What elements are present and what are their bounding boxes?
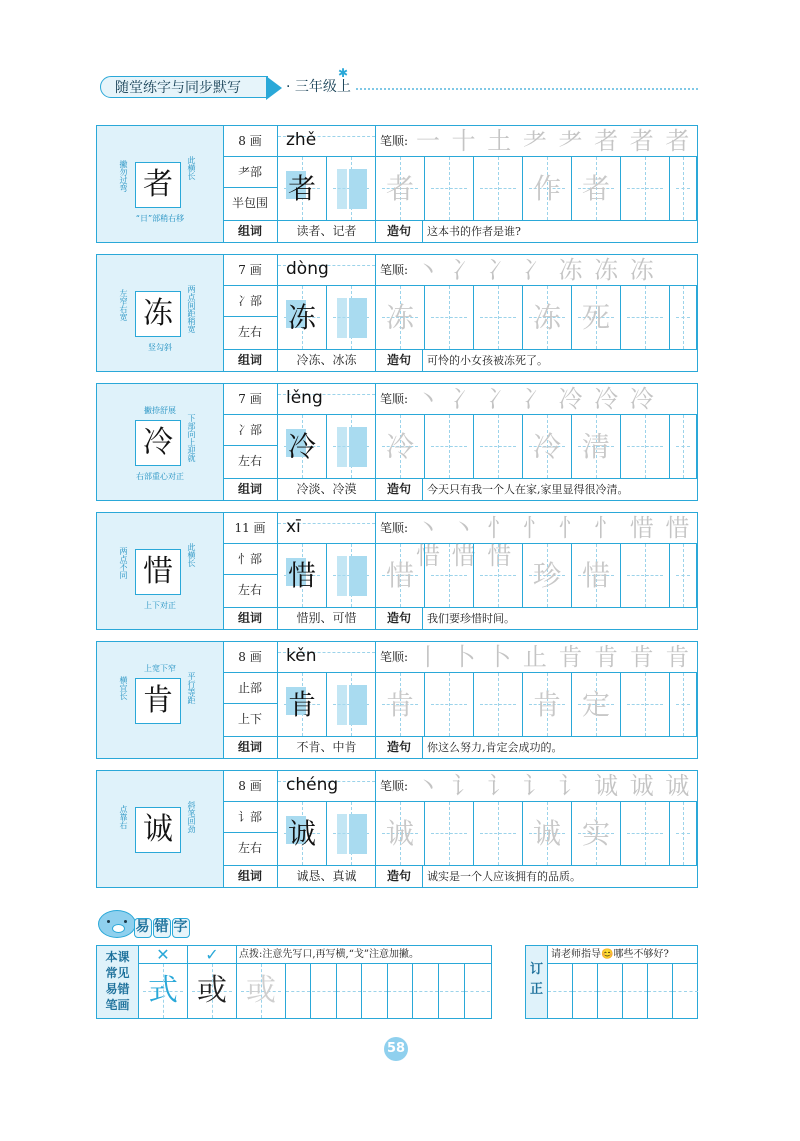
title-char: 字 xyxy=(172,918,190,938)
usage-row xyxy=(223,221,697,242)
model-char: 惜 xyxy=(287,559,316,592)
note-left: 两点不同 xyxy=(119,547,128,579)
big-char-frame xyxy=(135,420,181,466)
trace-char: 诚 xyxy=(385,817,414,850)
practice-grid xyxy=(278,286,697,350)
writing-cell[interactable] xyxy=(465,964,490,1018)
structure-diagram xyxy=(337,814,367,854)
note-left: 横宜长 xyxy=(119,676,128,700)
note-top: 撇捺舒展 xyxy=(144,406,176,415)
sentence-label: 造句 xyxy=(376,350,423,371)
trace-char: 定 xyxy=(581,688,610,721)
stroke-order xyxy=(376,771,697,802)
practice-cell[interactable] xyxy=(474,544,523,607)
trace-char: 冷 xyxy=(532,430,561,463)
stroke-count: 8 画 xyxy=(223,771,278,802)
structure: 半包围 xyxy=(223,188,278,221)
words: 诚恳、真诚 xyxy=(278,866,376,887)
character-block xyxy=(96,770,698,888)
writing-cell[interactable] xyxy=(440,964,465,1018)
practice-cell[interactable] xyxy=(376,157,425,220)
note-top: 上宽下窄 xyxy=(144,664,176,673)
practice-cell xyxy=(327,544,376,607)
practice-cell[interactable] xyxy=(670,157,697,220)
error-section-title xyxy=(134,918,191,938)
trace-char: 惜 xyxy=(385,559,414,592)
big-char: 冻 xyxy=(143,296,173,331)
practice-cell[interactable] xyxy=(572,286,621,349)
practice-cell[interactable] xyxy=(621,286,670,349)
stroke-sequence: 丶 讠 讠 讠 讠 诚 诚 诚 xyxy=(416,772,692,800)
correction-label: 订正 xyxy=(526,946,548,1018)
practice-cell[interactable] xyxy=(572,157,621,220)
sentence: 你这么努力,肯定会成功的。 xyxy=(427,741,563,754)
writing-cell[interactable] xyxy=(414,964,439,1018)
note-bottom: 右部重心对正 xyxy=(136,472,184,481)
practice-grid xyxy=(278,802,697,866)
pinyin-box xyxy=(278,126,376,157)
trace-char: 者 xyxy=(581,172,610,205)
correction-cell[interactable] xyxy=(648,964,673,1018)
trace-char: 诚 xyxy=(532,817,561,850)
big-char-frame xyxy=(135,678,181,724)
big-char: 诚 xyxy=(143,812,173,847)
correction-cell[interactable] xyxy=(598,964,623,1018)
practice-cell[interactable] xyxy=(474,415,523,478)
big-char-frame xyxy=(135,291,181,337)
big-char-frame xyxy=(135,807,181,853)
sentence-label: 造句 xyxy=(376,221,423,242)
big-char: 惜 xyxy=(143,554,173,589)
practice-cell[interactable] xyxy=(376,415,425,478)
words-label: 组词 xyxy=(223,737,278,758)
pinyin-box xyxy=(278,255,376,286)
character-block xyxy=(96,512,698,630)
stroke-sequence: 丶 冫 冫 冫 冷 冷 冷 xyxy=(416,385,656,413)
structure-diagram xyxy=(337,556,367,596)
stroke-order xyxy=(376,255,697,286)
big-char: 冷 xyxy=(143,425,173,460)
practice-cell[interactable] xyxy=(523,544,572,607)
page-number: 58 xyxy=(384,1037,408,1061)
radical: 讠部 xyxy=(223,802,278,833)
practice-cell xyxy=(327,673,376,736)
big-char-panel xyxy=(97,384,224,500)
error-side-label xyxy=(97,946,139,1018)
stroke-sequence: 丨 卜 卜 止 肯 肯 肯 肯 xyxy=(416,643,692,671)
note-left: 点靠右 xyxy=(119,805,128,829)
practice-cell[interactable] xyxy=(425,802,474,865)
radical: 耂部 xyxy=(223,157,278,188)
sentence-label: 造句 xyxy=(376,479,423,500)
trace-char: 珍 xyxy=(532,559,561,592)
error-practice-box xyxy=(96,945,492,1019)
words: 惜别、可惜 xyxy=(278,608,376,629)
practice-cell[interactable] xyxy=(621,415,670,478)
stroke-order xyxy=(376,513,697,570)
correction-cell[interactable] xyxy=(673,964,698,1018)
error-tip: 点拨:注意先写口,再写横,“戈”注意加撇。 xyxy=(237,946,491,964)
practice-cell xyxy=(327,415,376,478)
trace-char: 作 xyxy=(532,172,561,205)
character-block xyxy=(96,125,698,243)
practice-cell xyxy=(278,544,327,607)
practice-cell[interactable] xyxy=(474,286,523,349)
character-block xyxy=(96,641,698,759)
sentence: 今天只有我一个人在家,家里显得很冷清。 xyxy=(427,483,629,496)
structure: 左右 xyxy=(223,317,278,350)
book-title: 随堂练字与同步默写 xyxy=(100,76,268,98)
practice-cell xyxy=(327,157,376,220)
trace-char: 冻 xyxy=(385,301,414,334)
big-char-frame xyxy=(135,162,181,208)
character-block xyxy=(96,254,698,372)
practice-cell[interactable] xyxy=(572,415,621,478)
trace-char: 实 xyxy=(581,817,610,850)
practice-cell[interactable] xyxy=(376,544,425,607)
stroke-count: 8 画 xyxy=(223,642,278,673)
model-char: 冷 xyxy=(287,430,316,463)
pinyin: xī xyxy=(286,517,301,537)
structure-diagram xyxy=(337,427,367,467)
practice-cell[interactable] xyxy=(670,415,697,478)
pinyin: dòng xyxy=(286,259,329,279)
structure: 左右 xyxy=(223,446,278,479)
big-char-panel xyxy=(97,642,224,758)
big-char: 者 xyxy=(143,167,173,202)
sentence-label: 造句 xyxy=(376,608,423,629)
stroke-sequence: 一 十 土 耂 耂 者 者 者 xyxy=(416,127,692,155)
note-bottom: 上下对正 xyxy=(144,601,176,610)
stroke-label: 笔顺: xyxy=(380,650,409,664)
writing-cell[interactable] xyxy=(286,964,311,1018)
note-right: 下部向上迎就 xyxy=(187,414,196,462)
note-right: 斜笔回劲 xyxy=(187,801,196,833)
stroke-count: 8 画 xyxy=(223,126,278,157)
note-right: 此横长 xyxy=(187,156,196,180)
writing-cell[interactable] xyxy=(388,964,413,1018)
trace-char: 清 xyxy=(581,430,610,463)
wrong-char-cell xyxy=(139,964,188,1018)
stroke-label: 笔顺: xyxy=(380,521,409,535)
structure: 左右 xyxy=(223,833,278,866)
practice-grid xyxy=(278,544,697,608)
practice-cell[interactable] xyxy=(572,673,621,736)
words: 不肯、中肯 xyxy=(278,737,376,758)
header-arrow-icon xyxy=(266,76,282,100)
model-char: 者 xyxy=(287,172,316,205)
practice-cell[interactable] xyxy=(425,673,474,736)
star-icon: ✱ xyxy=(338,66,349,80)
pig-mascot-icon xyxy=(98,910,136,938)
radical: 冫部 xyxy=(223,415,278,446)
correction-box xyxy=(525,945,698,1019)
structure-diagram xyxy=(337,169,367,209)
side-line: 笔画 xyxy=(105,998,130,1012)
practice-cell[interactable] xyxy=(670,673,697,736)
usage-row xyxy=(223,608,697,629)
practice-cell[interactable] xyxy=(621,544,670,607)
practice-cell xyxy=(278,157,327,220)
words-label: 组词 xyxy=(223,221,278,242)
note-bottom: 竖勾斜 xyxy=(148,343,172,352)
note-right: 此横长 xyxy=(187,543,196,567)
note-left: 撇勿过弯 xyxy=(119,160,128,192)
sentence: 我们要珍惜时间。 xyxy=(427,612,515,625)
right-mark-icon: ✓ xyxy=(188,946,237,964)
practice-cell xyxy=(278,415,327,478)
radical: 忄部 xyxy=(223,544,278,575)
correction-cell[interactable] xyxy=(573,964,598,1018)
practice-cell[interactable] xyxy=(523,802,572,865)
practice-cell[interactable] xyxy=(523,673,572,736)
practice-cell[interactable] xyxy=(474,673,523,736)
trace-char: 惜 xyxy=(581,559,610,592)
writing-cell[interactable] xyxy=(363,964,388,1018)
words: 冷淡、冷漠 xyxy=(278,479,376,500)
practice-cell[interactable] xyxy=(621,802,670,865)
practice-cell[interactable] xyxy=(425,415,474,478)
words-label: 组词 xyxy=(223,350,278,371)
practice-cell xyxy=(278,673,327,736)
note-left: 左窄右宽 xyxy=(119,289,128,321)
sentence: 可怜的小女孩被冻死了。 xyxy=(427,354,548,367)
trace-char-cell[interactable] xyxy=(237,964,286,1018)
note-right: 平行等距 xyxy=(187,672,196,704)
structure-diagram xyxy=(337,685,367,725)
usage-row xyxy=(223,479,697,500)
practice-cell xyxy=(278,802,327,865)
practice-grid xyxy=(278,157,697,221)
practice-cell[interactable] xyxy=(474,157,523,220)
usage-row xyxy=(223,866,697,887)
pinyin-box xyxy=(278,642,376,673)
trace-char: 肯 xyxy=(385,688,414,721)
words-label: 组词 xyxy=(223,479,278,500)
wrong-char: 式 xyxy=(148,973,178,1008)
stroke-label: 笔顺: xyxy=(380,134,409,148)
sentence-label: 造句 xyxy=(376,866,423,887)
usage-row xyxy=(223,350,697,371)
practice-cell[interactable] xyxy=(425,157,474,220)
stroke-order xyxy=(376,126,697,157)
writing-cell[interactable] xyxy=(312,964,337,1018)
trace-char: 冻 xyxy=(532,301,561,334)
sentence: 这本书的作者是谁? xyxy=(427,225,521,238)
practice-cell[interactable] xyxy=(523,157,572,220)
practice-cell[interactable] xyxy=(670,802,697,865)
big-char-panel xyxy=(97,126,224,242)
practice-cell[interactable] xyxy=(425,286,474,349)
practice-cell[interactable] xyxy=(621,157,670,220)
sentence: 诚实是一个人应该拥有的品质。 xyxy=(427,870,581,883)
model-char: 诚 xyxy=(287,817,316,850)
correction-cell[interactable] xyxy=(623,964,648,1018)
pinyin-box xyxy=(278,384,376,415)
stroke-count: 7 画 xyxy=(223,384,278,415)
stroke-count: 11 画 xyxy=(223,513,278,544)
note-bottom: “日”部稍右移 xyxy=(135,214,185,223)
structure: 左右 xyxy=(223,575,278,608)
words-label: 组词 xyxy=(223,866,278,887)
practice-cell[interactable] xyxy=(621,673,670,736)
practice-cell xyxy=(278,286,327,349)
big-char: 肯 xyxy=(143,683,173,718)
structure: 上下 xyxy=(223,704,278,737)
stroke-sequence: 丶 丶 忄 忄 忄 忄 惜 惜 惜 惜 惜 xyxy=(416,514,692,570)
practice-cell[interactable] xyxy=(425,544,474,607)
big-char-panel xyxy=(97,771,224,887)
grade-label: · 三年级上 xyxy=(286,79,351,95)
trace-char: 死 xyxy=(581,301,610,334)
pinyin: kěn xyxy=(286,646,317,666)
wrong-mark-icon: ✕ xyxy=(139,946,188,964)
practice-cell[interactable] xyxy=(572,802,621,865)
words: 冷冻、冰冻 xyxy=(278,350,376,371)
header-divider xyxy=(356,88,698,90)
pinyin-box xyxy=(278,513,376,544)
pinyin: zhě xyxy=(286,130,317,150)
trace-char: 肯 xyxy=(532,688,561,721)
side-line: 易错 xyxy=(105,982,130,996)
big-char-frame xyxy=(135,549,181,595)
practice-cell[interactable] xyxy=(670,544,697,607)
stroke-order xyxy=(376,642,697,673)
title-char: 错 xyxy=(153,918,171,938)
radical: 冫部 xyxy=(223,286,278,317)
stroke-label: 笔顺: xyxy=(380,779,409,793)
practice-cell[interactable] xyxy=(474,802,523,865)
character-block xyxy=(96,383,698,501)
right-char-cell xyxy=(188,964,237,1018)
model-char: 肯 xyxy=(287,688,316,721)
correction-tip: 请老师指导😊哪些不够好? xyxy=(548,946,697,964)
practice-cell[interactable] xyxy=(572,544,621,607)
stroke-sequence: 丶 冫 冫 冫 冻 冻 冻 xyxy=(416,256,656,284)
practice-cell[interactable] xyxy=(523,286,572,349)
sentence-label: 造句 xyxy=(376,737,423,758)
big-char-panel xyxy=(97,255,224,371)
stroke-order xyxy=(376,384,697,415)
usage-row xyxy=(223,737,697,758)
writing-cell[interactable] xyxy=(337,964,362,1018)
practice-cell[interactable] xyxy=(670,286,697,349)
practice-cell xyxy=(327,286,376,349)
pinyin: lěng xyxy=(286,388,323,408)
pinyin-box xyxy=(278,771,376,802)
structure-diagram xyxy=(337,298,367,338)
practice-cell[interactable] xyxy=(376,673,425,736)
model-char: 冻 xyxy=(287,301,316,334)
practice-grid xyxy=(278,415,697,479)
trace-char: 冷 xyxy=(385,430,414,463)
stroke-label: 笔顺: xyxy=(380,392,409,406)
trace-char: 者 xyxy=(385,172,414,205)
practice-cell[interactable] xyxy=(376,286,425,349)
pinyin: chéng xyxy=(286,775,339,795)
words-label: 组词 xyxy=(223,608,278,629)
radical: 止部 xyxy=(223,673,278,704)
right-char: 或 xyxy=(197,973,227,1008)
side-line: 本课 xyxy=(105,950,130,964)
practice-grid xyxy=(278,673,697,737)
correction-cell[interactable] xyxy=(548,964,573,1018)
practice-cell xyxy=(327,802,376,865)
words: 读者、记者 xyxy=(278,221,376,242)
practice-cell[interactable] xyxy=(523,415,572,478)
stroke-count: 7 画 xyxy=(223,255,278,286)
side-line: 常见 xyxy=(105,966,130,980)
practice-cell[interactable] xyxy=(376,802,425,865)
trace-char: 或 xyxy=(246,973,276,1008)
stroke-label: 笔顺: xyxy=(380,263,409,277)
big-char-panel xyxy=(97,513,224,629)
note-right: 两点间距稍宽 xyxy=(187,285,196,333)
title-char: 易 xyxy=(134,918,152,938)
